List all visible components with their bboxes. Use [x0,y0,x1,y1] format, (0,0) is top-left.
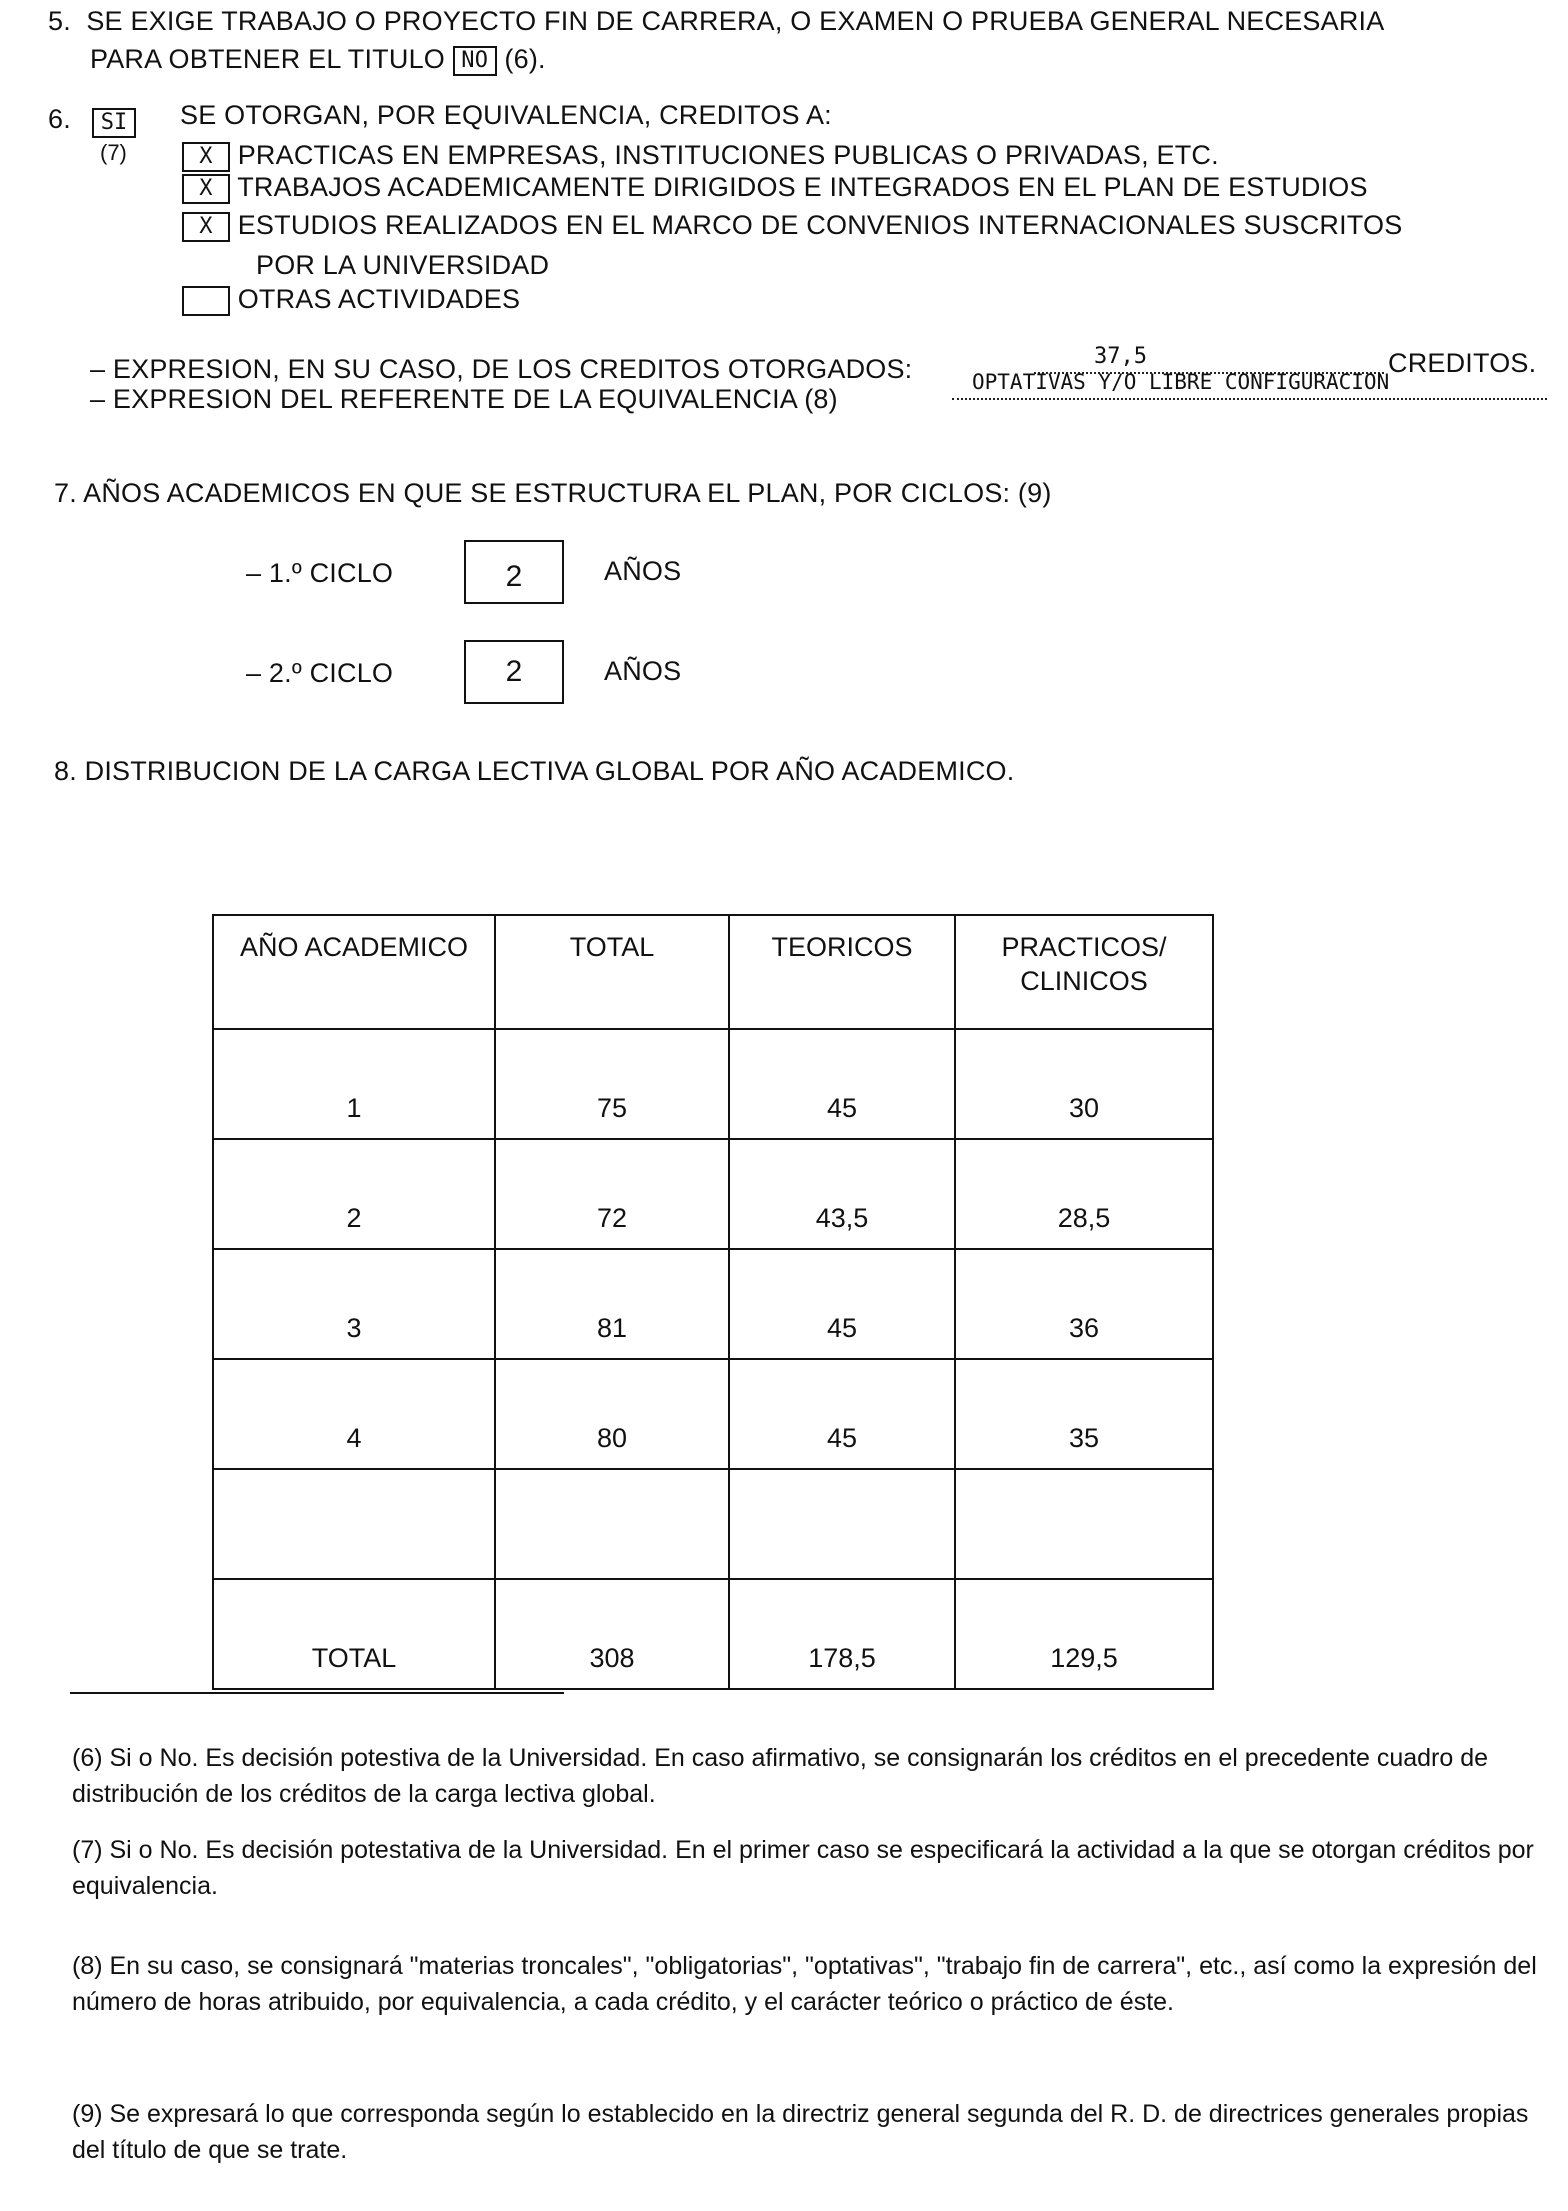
table-header-row [213,915,1213,1029]
option-4-checkbox[interactable] [182,286,230,316]
item6-title: SE OTORGAN, POR EQUIVALENCIA, CREDITOS A: [180,100,832,130]
cell-practicos: 35 [955,1359,1213,1469]
cell-total: 72 [495,1139,729,1249]
cell-ano [213,1469,495,1579]
cell-total: 75 [495,1029,729,1139]
cell-ano: 3 [213,1249,495,1359]
table-row [213,1139,1213,1249]
item6-number: 6. [48,104,71,134]
table-row [213,1029,1213,1139]
ciclo2-value-box[interactable]: 2 [464,640,564,704]
option-3-label: ESTUDIOS REALIZADOS EN EL MARCO DE CONVENIOS INTERNACIONALES SUSCRITOS [237,210,1403,240]
referente-label: – EXPRESION DEL REFERENTE DE LA EQUIVALENCIA (8) [90,384,838,414]
item6-answer-box[interactable]: SI [92,108,136,138]
cell-total: 308 [495,1579,729,1689]
referente-value[interactable]: OPTATIVAS Y/O LIBRE CONFIGURACION [952,370,1547,400]
table-row [213,1359,1213,1469]
ciclo1-value-box[interactable]: 2 [464,540,564,604]
item7-title: 7. AÑOS ACADEMICOS EN QUE SE ESTRUCTURA EL PLAN, POR CICLOS: (9) [54,478,1052,508]
item5-answer-box[interactable]: NO [453,46,497,76]
cell-practicos: 30 [955,1029,1213,1139]
option-2-label: TRABAJOS ACADEMICAMENTE DIRIGIDOS E INTEGRADOS EN EL PLAN DE ESTUDIOS [237,172,1368,202]
cell-teoricos [729,1469,955,1579]
carga-lectiva-table [212,914,1214,1690]
table-row [213,1469,1213,1579]
option-3-checkbox[interactable]: X [182,212,230,242]
item6-option-1 [182,140,1219,172]
cell-practicos: 36 [955,1249,1213,1359]
creditos-label: – EXPRESION, EN SU CASO, DE LOS CREDITOS OTORGADOS: [90,354,913,384]
cell-total: 80 [495,1359,729,1469]
cell-practicos: 28,5 [955,1139,1213,1249]
cell-teoricos: 45 [729,1359,955,1469]
option-2-checkbox[interactable]: X [182,174,230,204]
item6-note: (7) [100,140,127,165]
cell-total [495,1469,729,1579]
ciclo1-unit: AÑOS [604,556,682,586]
cell-ano: 1 [213,1029,495,1139]
footnote-8: (8) En su caso, se consignará "materias troncales", "obligatorias", "optativas", "trabajo fin de carrera", etc., así como la expresión del número de horas atribuido, por equivalencia, a cada crédito, y el carácter teórico o práctico de éste. [72,1952,1537,2016]
cell-ano: 4 [213,1359,495,1469]
item5-note: (6). [504,44,546,74]
item5-text2: PARA OBTENER EL TITULO [90,44,445,74]
table-total-row [213,1579,1213,1689]
item5-text: SE EXIGE TRABAJO O PROYECTO FIN DE CARRERA, O EXAMEN O PRUEBA GENERAL NECESARIA [86,6,1385,36]
footnote-separator [70,1692,564,1694]
creditos-unit: CREDITOS. [1388,348,1537,378]
cell-total: 81 [495,1249,729,1359]
cell-practicos: 129,5 [955,1579,1213,1689]
option-4-label: OTRAS ACTIVIDADES [237,284,521,314]
header-total: TOTAL [495,915,729,1029]
ciclo2-label: – 2.º CICLO [246,658,394,688]
header-teoricos: TEORICOS [729,915,955,1029]
item6-option-3 [182,210,1402,242]
cell-ano: TOTAL [213,1579,495,1689]
option-3-label-cont: POR LA UNIVERSIDAD [256,250,550,280]
header-practicos: PRACTICOS/ CLINICOS [955,915,1213,1029]
ciclo1-label: – 1.º CICLO [246,558,394,588]
cell-teoricos: 43,5 [729,1139,955,1249]
item6-option-4 [182,284,520,316]
header-ano-academico: AÑO ACADEMICO [213,915,495,1029]
footnote-6: (6) Si o No. Es decisión potestiva de la Universidad. En caso afirmativo, se consignarán los créditos en el precedente cuadro de distribución de los créditos de la carga lectiva global. [72,1744,1489,1808]
item5-number: 5. [48,6,71,36]
footnote-9: (9) Se expresará lo que corresponda según lo establecido en la directriz general segunda del R. D. de directrices generales propias del título de que se trate. [72,2100,1529,2164]
cell-teoricos: 45 [729,1029,955,1139]
creditos-value[interactable]: 37,5 [1034,344,1384,374]
cell-teoricos: 178,5 [729,1579,955,1689]
footnote-7: (7) Si o No. Es decisión potestativa de la Universidad. En el primer caso se especificará la actividad a la que se otorgan créditos por equivalencia. [72,1836,1534,1900]
table-row [213,1249,1213,1359]
option-1-checkbox[interactable]: X [182,142,230,172]
ciclo2-unit: AÑOS [604,656,682,686]
cell-practicos [955,1469,1213,1579]
cell-ano: 2 [213,1139,495,1249]
item5-line2 [90,44,546,76]
item8-title: 8. DISTRIBUCION DE LA CARGA LECTIVA GLOBAL POR AÑO ACADEMICO. [54,756,1015,786]
option-1-label: PRACTICAS EN EMPRESAS, INSTITUCIONES PUBLICAS O PRIVADAS, ETC. [237,140,1219,170]
item5-line1 [48,6,1384,37]
cell-teoricos: 45 [729,1249,955,1359]
item6-option-2 [182,172,1368,204]
